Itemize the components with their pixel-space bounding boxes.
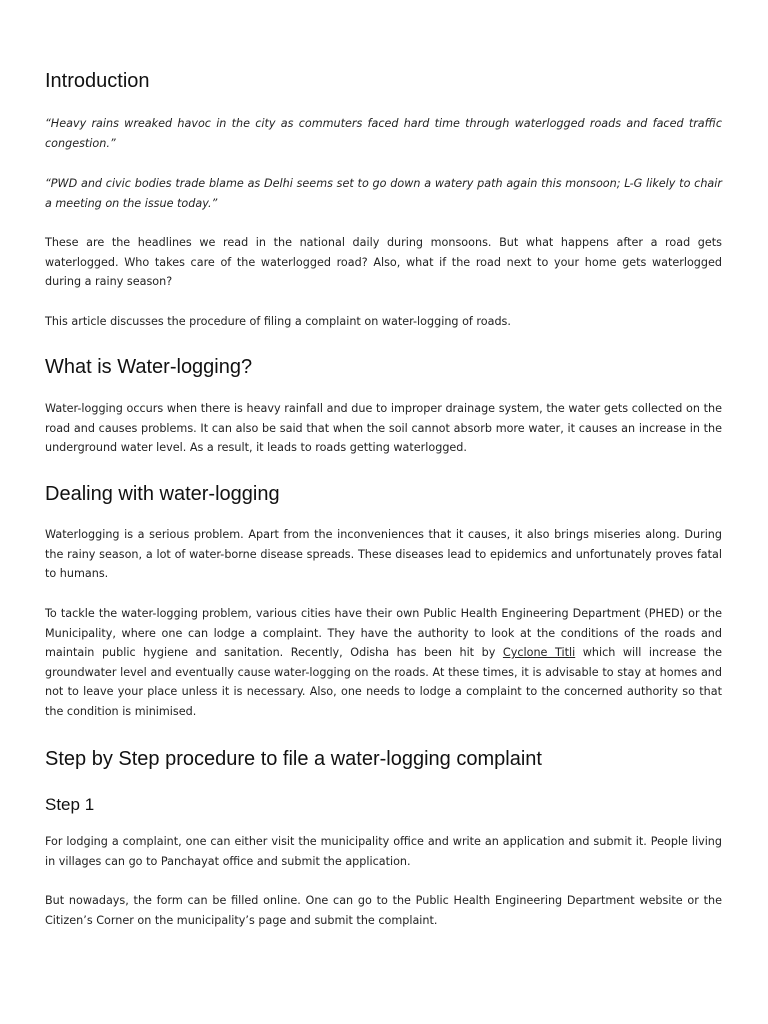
step-1-paragraph-1: For lodging a complaint, one can either visit the municipality office and write an application and submit it. People living in villages can go to Panchayat office and submit the application. <box>45 835 722 868</box>
introduction-heading: Introduction <box>45 70 150 92</box>
dealing-paragraph-2 <box>45 604 722 722</box>
dealing-heading: Dealing with water-logging <box>45 483 280 505</box>
procedure-heading: Step by Step procedure to file a water-logging complaint <box>45 748 542 770</box>
intro-paragraph-1: These are the headlines we read in the national daily during monsoons. But what happens after a road gets waterlogged. Who takes care of the waterlogged road? Also, what if the road next to your home gets waterlogged during a rainy season? <box>45 236 722 289</box>
what-is-paragraph: Water-logging occurs when there is heavy rainfall and due to improper drainage system, the water gets collected on the road and causes problems. It can also be said that when the soil cannot absorb more water, it causes an increase in the underground water level. As a result, it leads to roads getting waterlogged. <box>45 402 722 455</box>
cyclone-titli-link[interactable]: Cyclone Titli <box>502 646 576 660</box>
dealing-text-after-link: which will increase the groundwater level and eventually cause water-logging on the roads. At these times, it is advisable to stay at homes and not to leave your place unless it is necessary. Also, one needs to lodge a complaint to the concerned authority so that the condition is minimised. <box>45 646 722 718</box>
headline-quote-1: “Heavy rains wreaked havoc in the city as commuters faced hard time through waterlogged roads and faced traffic congestion.” <box>45 117 722 150</box>
step-1-heading: Step 1 <box>45 795 95 814</box>
dealing-text-before-link: To tackle the water-logging problem, various cities have their own Public Health Engineering Department (PHED) or the Municipality, where one can lodge a complaint. They have the authority to look at the conditions of the roads and maintain public hygiene and sanitation. Recently, Odisha has been hit by <box>45 607 722 660</box>
intro-paragraph-2: This article discusses the procedure of filing a complaint on water-logging of roads. <box>45 315 511 328</box>
dealing-paragraph-1: Waterlogging is a serious problem. Apart from the inconveniences that it causes, it also brings miseries along. During the rainy season, a lot of water-borne disease spreads. These diseases lead to epidemics and unfortunately proves fatal to humans. <box>45 528 722 581</box>
step-1-paragraph-2: But nowadays, the form can be filled online. One can go to the Public Health Engineering Department website or the Citizen’s Corner on the municipality’s page and submit the complaint. <box>45 894 722 927</box>
headline-quote-2: “PWD and civic bodies trade blame as Delhi seems set to go down a watery path again this monsoon; L-G likely to chair a meeting on the issue today.” <box>45 177 722 210</box>
what-is-waterlogging-heading: What is Water-logging? <box>45 356 253 378</box>
